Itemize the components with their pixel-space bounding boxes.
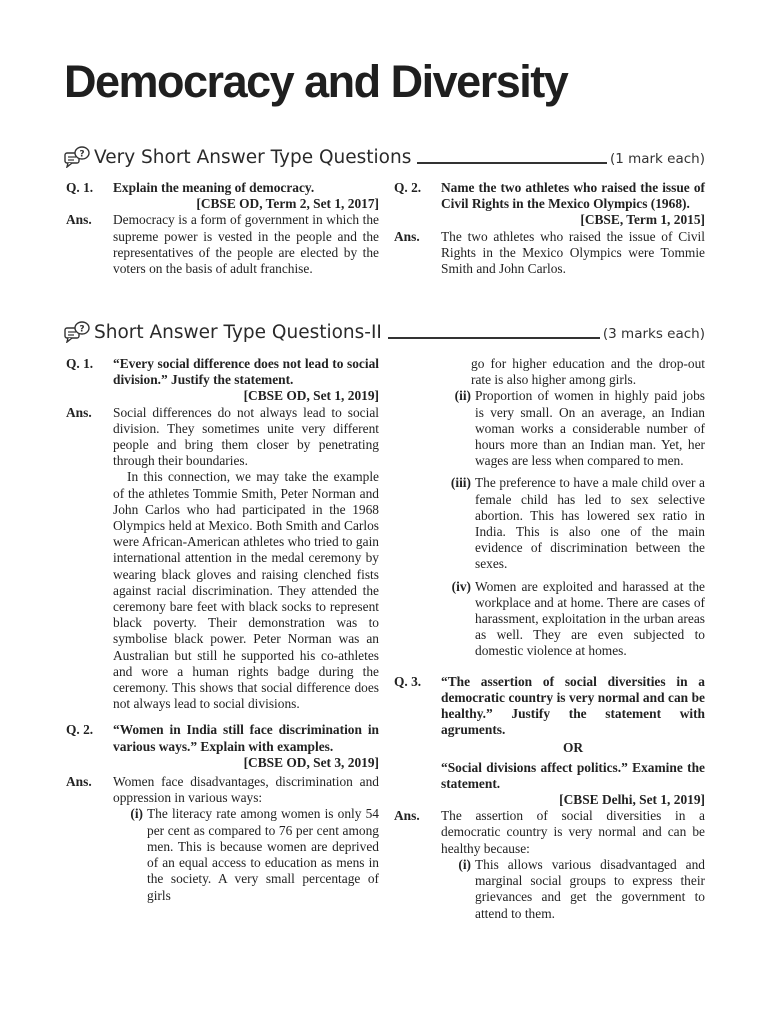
vsa-right-column xyxy=(394,180,705,277)
answer-text: Democracy is a form of government in which the supreme power is vested in the people and the representatives of the people are elected by the voters on the basis of adult franchise. xyxy=(113,212,379,277)
question-block xyxy=(66,722,379,771)
answer-paragraph: In this connection, we may take the example of the athletes Tommie Smith, Peter Norman and John Carlos who had participated in the 1968 Olympics held at Mexico. Both Smith and Carlos were African-American athletes who tried to gain international attention in the medal ceremony by wearing black gloves and raising clenched fists against racial discrimination. They attended the ceremony bare feet with black socks to represent black poverty. Their demonstration was to symbolise black power. Peter Norman was an Australian but still he supported his co-athletes and wore a human rights badge during the ceremony. This shows that social difference does not always lead to social divisions. xyxy=(113,469,379,712)
answer-block xyxy=(66,405,379,713)
point-text: Proportion of women in highly paid jobs is very small. On an average, an Indian woman works a considerable number of hours more than an Indian man. Yet, her wages are less when compared to men. xyxy=(475,388,705,469)
answer-label: Ans. xyxy=(66,404,92,420)
answer-block xyxy=(66,212,379,277)
question-text: “Every social difference does not lead to social division.” Justify the statement. xyxy=(113,356,379,388)
section-header-short-answer xyxy=(64,315,705,343)
question-source: [CBSE OD, Term 2, Set 1, 2017] xyxy=(196,196,379,212)
question-source: [CBSE Delhi, Set 1, 2019] xyxy=(559,792,705,808)
answer-point-continued xyxy=(394,356,705,388)
point-text: go for higher education and the drop-out rate is also higher among girls. xyxy=(471,356,705,388)
question-text: Explain the meaning of democracy. xyxy=(113,180,315,195)
sa-right-column xyxy=(394,356,705,922)
alt-question-text: “Social divisions affect politics.” Examine the statement. xyxy=(441,759,705,791)
question-label: Q. 2. xyxy=(394,180,422,195)
answer-paragraph: Social differences do not always lead to social division. They sometimes unite very different people and bring them closer by penetrating through their boundaries. xyxy=(113,404,379,469)
question-chat-icon xyxy=(64,146,90,168)
answer-block xyxy=(66,774,379,904)
point-number: (iv) xyxy=(451,578,471,594)
point-number: (i) xyxy=(130,806,143,822)
question-source: [CBSE OD, Set 1, 2019] xyxy=(243,388,379,404)
answer-label: Ans. xyxy=(394,228,420,244)
question-text: Name the two athletes who raised the issue of Civil Rights in the Mexico Olympics (1968). xyxy=(441,180,705,212)
answer-label: Ans. xyxy=(394,808,420,824)
answer-block xyxy=(394,808,705,921)
point-text: The literacy rate among women is only 54 per cent as compared to 76 per cent among men. This is because women are deprived of an equal access to education as mens in the society. A very small percentage of girls xyxy=(147,806,379,903)
question-label: Q. 2. xyxy=(66,722,94,738)
question-label: Q. 3. xyxy=(394,673,422,689)
question-block xyxy=(394,674,705,809)
point-text: This allows various disadvantaged and marginal social groups to express their grievances and get the government to attend to them. xyxy=(475,856,705,921)
svg-text:?: ? xyxy=(79,324,85,335)
answer-point xyxy=(113,806,379,903)
question-block xyxy=(394,180,705,229)
point-text: Women are exploited and harassed at the workplace and at home. There are cases of harassment, exploitation in the urban areas as well. They are even subjected to domestic violence at homes. xyxy=(475,578,705,659)
answer-point xyxy=(441,388,705,469)
question-text: “The assertion of social diversities in a democratic country is very normal and can be healthy.” Justify the statement with agruments. xyxy=(441,673,705,738)
section-title: Short Answer Type Questions-II xyxy=(94,322,382,343)
answer-intro: The assertion of social diversities in a democratic country is very normal and can be healthy because: xyxy=(441,808,705,856)
question-source: [CBSE, Term 1, 2015] xyxy=(580,212,705,228)
svg-text:?: ? xyxy=(79,149,85,160)
question-label: Q. 1. xyxy=(66,356,94,371)
sa-left-column xyxy=(66,356,379,904)
vsa-left-column xyxy=(66,180,379,277)
question-text: “Women in India still face discrimination in various ways.” Explain with examples. xyxy=(113,722,379,754)
point-number: (iii) xyxy=(450,475,471,491)
question-chat-icon xyxy=(64,321,90,343)
answer-block xyxy=(394,229,705,278)
section-marks: (1 mark each) xyxy=(609,151,705,167)
section-rule xyxy=(388,337,600,339)
section-marks: (3 marks each) xyxy=(602,326,705,342)
question-label: Q. 1. xyxy=(66,180,94,195)
answer-intro: Women face disadvantages, discrimination and oppression in various ways: xyxy=(113,774,379,806)
point-text: The preference to have a male child over a female child has led to sex selective abortion. This has lowered sex ratio in India. This is also one of the main evidence of discrimination between the sexes. xyxy=(475,475,705,572)
section-rule xyxy=(417,162,607,164)
answer-point xyxy=(441,857,705,922)
answer-label: Ans. xyxy=(66,774,92,790)
question-block xyxy=(66,180,379,212)
answer-point xyxy=(441,475,705,572)
answer-text: The two athletes who raised the issue of Civil Rights in the Mexico Olympics were Tommie Smith and John Carlos. xyxy=(441,228,705,277)
section-title: Very Short Answer Type Questions xyxy=(94,147,412,168)
answer-label: Ans. xyxy=(66,212,92,228)
question-block xyxy=(66,356,379,405)
point-number: (i) xyxy=(458,856,471,872)
answer-point xyxy=(441,579,705,660)
section-header-very-short xyxy=(64,140,705,168)
point-number: (ii) xyxy=(454,388,471,404)
page-title: Democracy and Diversity xyxy=(64,56,568,107)
or-separator: OR xyxy=(562,740,584,756)
question-source: [CBSE OD, Set 3, 2019] xyxy=(243,754,379,770)
